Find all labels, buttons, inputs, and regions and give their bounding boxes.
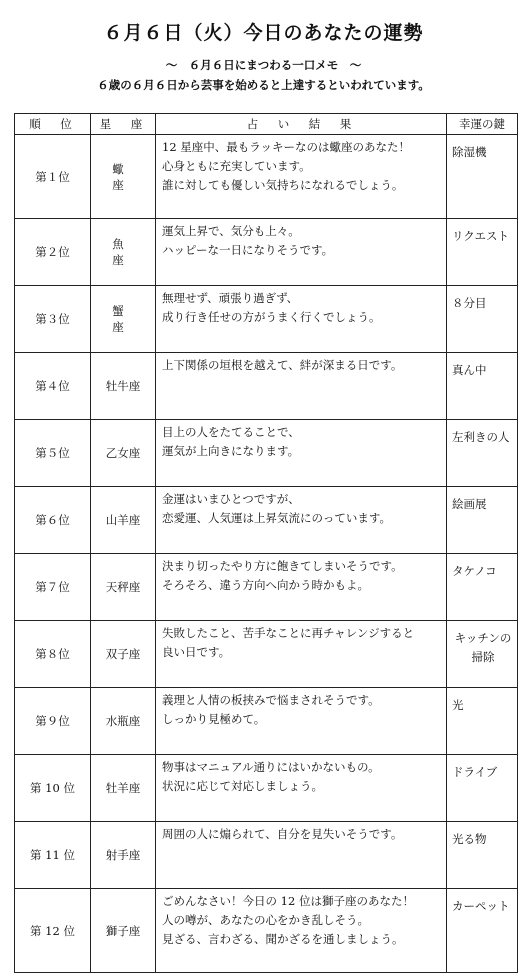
lucky-cell: タケノコ bbox=[447, 554, 518, 621]
lucky-cell: 光 bbox=[447, 688, 518, 755]
sign-cell: 魚 座 bbox=[91, 219, 156, 286]
result-line: 運気上昇で、気分も上々。 bbox=[162, 224, 300, 238]
result-cell bbox=[156, 621, 447, 688]
table-row bbox=[15, 822, 518, 889]
lucky-cell: カーペット bbox=[447, 889, 518, 973]
result-cell bbox=[156, 554, 447, 621]
result-line: ハッピーな一日になりそうです。 bbox=[162, 243, 334, 257]
header-lucky: 幸運の鍵 bbox=[447, 114, 518, 135]
table-row bbox=[15, 353, 518, 420]
header-rank: 順 位 bbox=[15, 114, 91, 135]
table-row bbox=[15, 755, 518, 822]
table-row bbox=[15, 219, 518, 286]
header-result: 占 い 結 果 bbox=[156, 114, 447, 135]
lucky-cell: 除湿機 bbox=[447, 135, 518, 219]
table-header-row bbox=[15, 114, 518, 135]
rank-cell: 第６位 bbox=[15, 487, 91, 554]
result-line: 12 星座中、最もラッキーなのは蠍座のあなた！ bbox=[162, 140, 411, 154]
result-line: 成り行き任せの方がうまく行くでしょう。 bbox=[162, 310, 381, 324]
rank-cell: 第１位 bbox=[15, 135, 91, 219]
lucky-cell: 絵画展 bbox=[447, 487, 518, 554]
result-line: 誰に対しても優しい気持ちになれるでしょう。 bbox=[162, 178, 404, 192]
result-line: 失敗したこと、苦手なことに再チャレンジすると bbox=[162, 626, 415, 640]
memo-note: ６歳の６月６日から芸事を始めると上達するといわれています。 bbox=[97, 78, 430, 92]
result-line: 見ざる、言わざる、聞かざるを通しましょう。 bbox=[162, 932, 404, 946]
result-line: しっかり見極めて。 bbox=[162, 712, 266, 726]
rank-cell: 第２位 bbox=[15, 219, 91, 286]
result-line: 人の噂が、あなたの心をかき乱しそう。 bbox=[162, 913, 369, 927]
table-row bbox=[15, 621, 518, 688]
result-line: 状況に応じて対応しましょう。 bbox=[162, 779, 323, 793]
rank-cell: 第３位 bbox=[15, 286, 91, 353]
lucky-cell: リクエスト bbox=[447, 219, 518, 286]
rank-cell: 第 12 位 bbox=[15, 889, 91, 973]
sign-cell: 蟹 座 bbox=[91, 286, 156, 353]
sign-cell: 射手座 bbox=[91, 822, 156, 889]
result-cell bbox=[156, 353, 447, 420]
lucky-cell: ８分目 bbox=[447, 286, 518, 353]
fortune-table bbox=[14, 113, 518, 973]
sign-cell: 蠍 座 bbox=[91, 135, 156, 219]
sign-cell: 天秤座 bbox=[91, 554, 156, 621]
sign-cell: 牡牛座 bbox=[91, 353, 156, 420]
result-cell bbox=[156, 487, 447, 554]
rank-cell: 第７位 bbox=[15, 554, 91, 621]
result-line: 心身ともに充実しています。 bbox=[162, 159, 311, 173]
result-line: そろそろ、違う方向へ向かう時かもよ。 bbox=[162, 578, 369, 592]
result-cell bbox=[156, 755, 447, 822]
result-cell bbox=[156, 688, 447, 755]
lucky-cell: 真ん中 bbox=[447, 353, 518, 420]
rank-cell: 第８位 bbox=[15, 621, 91, 688]
rank-cell: 第 11 位 bbox=[15, 822, 91, 889]
rank-cell: 第 10 位 bbox=[15, 755, 91, 822]
sign-cell: 山羊座 bbox=[91, 487, 156, 554]
sign-cell: 獅子座 bbox=[91, 889, 156, 973]
page-title: ６月６日（火）今日のあなたの運勢 bbox=[103, 22, 424, 44]
table-row bbox=[15, 420, 518, 487]
result-cell bbox=[156, 135, 447, 219]
rank-cell: 第４位 bbox=[15, 353, 91, 420]
result-line: 無理せず、頑張り過ぎず、 bbox=[162, 291, 299, 305]
lucky-cell: 左利きの人 bbox=[447, 420, 518, 487]
memo-subtitle: ～ ６月６日にまつわる一口メモ ～ bbox=[165, 58, 362, 72]
result-line: 物事はマニュアル通りにはいかないもの。 bbox=[162, 760, 380, 774]
table-row bbox=[15, 554, 518, 621]
result-line: 運気が上向きになります。 bbox=[162, 444, 300, 458]
sign-cell: 乙女座 bbox=[91, 420, 156, 487]
result-cell bbox=[156, 219, 447, 286]
sign-cell: 水瓶座 bbox=[91, 688, 156, 755]
result-line: 金運はいまひとつですが、 bbox=[162, 492, 300, 506]
sign-cell: 牡羊座 bbox=[91, 755, 156, 822]
result-line: 目上の人をたてることで、 bbox=[162, 425, 300, 439]
result-line: 周囲の人に煽られて、自分を見失いそうです。 bbox=[162, 827, 403, 841]
result-line: 上下関係の垣根を越えて、絆が深まる日です。 bbox=[162, 358, 403, 372]
table-row bbox=[15, 286, 518, 353]
table-row bbox=[15, 487, 518, 554]
result-line: 義理と人情の板挟みで悩まされそうです。 bbox=[162, 693, 380, 707]
result-cell bbox=[156, 286, 447, 353]
lucky-cell: キッチンの掃除 bbox=[447, 621, 518, 688]
result-line: ごめんなさい！今日の 12 位は獅子座のあなた！ bbox=[162, 894, 414, 908]
lucky-cell: 光る物 bbox=[447, 822, 518, 889]
table-row bbox=[15, 889, 518, 973]
lucky-cell: ドライブ bbox=[447, 755, 518, 822]
result-cell bbox=[156, 889, 447, 973]
result-line: 良い日です。 bbox=[162, 645, 231, 659]
rank-cell: 第９位 bbox=[15, 688, 91, 755]
sign-cell: 双子座 bbox=[91, 621, 156, 688]
result-line: 決まり切ったやり方に飽きてしまいそうです。 bbox=[162, 559, 403, 573]
rank-cell: 第５位 bbox=[15, 420, 91, 487]
result-line: 恋愛運、人気運は上昇気流にのっています。 bbox=[162, 511, 391, 525]
header-sign: 星 座 bbox=[91, 114, 156, 135]
result-cell bbox=[156, 822, 447, 889]
result-cell bbox=[156, 420, 447, 487]
table-row bbox=[15, 688, 518, 755]
table-row bbox=[15, 135, 518, 219]
